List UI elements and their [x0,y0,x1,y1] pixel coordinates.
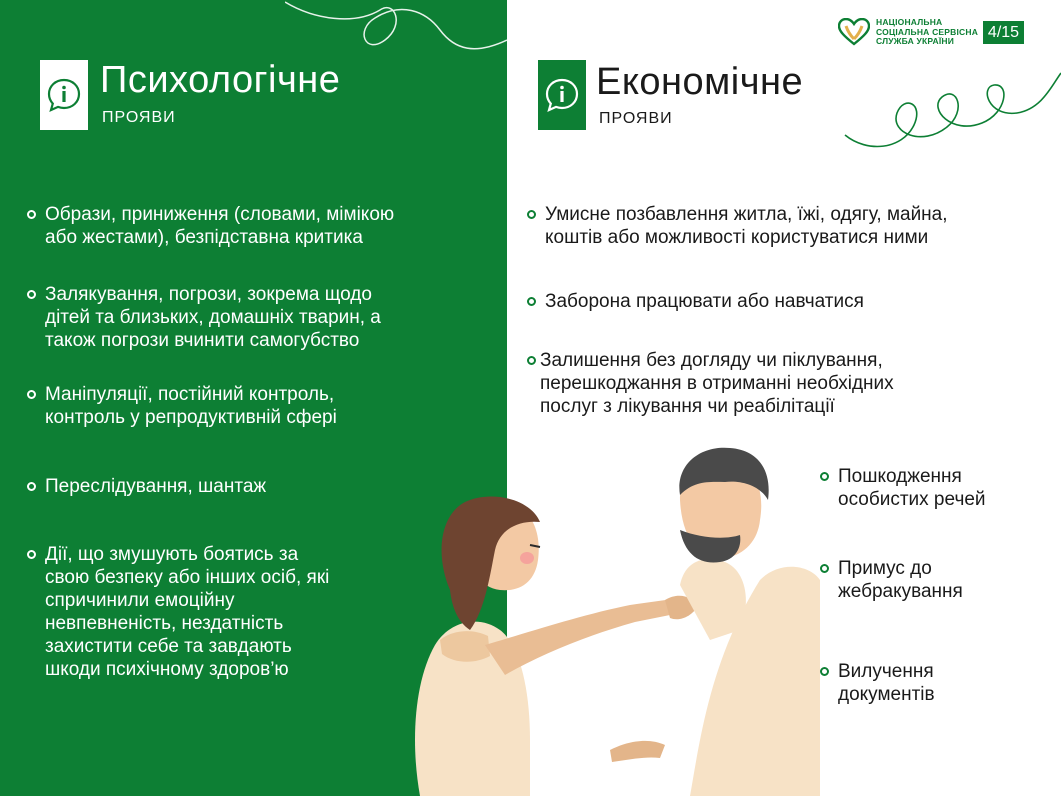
list-item [820,557,963,603]
list-item-line: Образи, приниження (словами, мімікою [45,204,395,225]
economic-title: Економічне [596,61,804,103]
list-item-line: Залякування, погрози, зокрема щодо [45,284,372,305]
logo-text-line: НАЦІОНАЛЬНА [876,17,943,27]
list-item-line: невпевненість, нездатність [45,613,284,634]
list-item [27,383,337,429]
man-figure [610,448,820,796]
circle-bullet-icon [820,472,829,481]
list-item-line: захистити себе та завдають [45,636,292,657]
list-item-line: контроль у репродуктивній сфері [45,407,337,428]
economic-subtitle: ПРОЯВИ [599,110,673,127]
list-item-line: жебракування [838,581,963,602]
list-item-line: шкоди психічному здоров’ю [45,659,289,680]
list-item [527,203,948,249]
swirl-decoration [842,65,1061,155]
list-item-line: Переслідування, шантаж [45,476,267,497]
list-item-line: або жестами), безпідставна критика [45,227,363,248]
page-number-badge: 4/15 [983,21,1024,44]
list-item [527,290,864,313]
logo-text-line: СОЦІАЛЬНА СЕРВІСНА [876,26,979,37]
list-item [27,283,381,352]
info-bubble-icon [45,76,83,114]
list-item [820,465,986,511]
circle-bullet-icon [527,210,536,219]
logo-text [876,18,978,47]
nssu-logo [838,18,978,47]
info-bubble-icon [543,76,581,114]
list-item-line: Умисне позбавлення житла, їжі, одягу, майна, [545,204,948,225]
list-item-line: Дії, що змушують боятись за [45,544,299,565]
list-item-line: коштів або можливості користуватися ними [545,227,929,248]
circle-bullet-icon [820,667,829,676]
circle-bullet-icon [27,550,36,559]
list-item-line: перешкоджання в отриманні необхідних [540,373,894,394]
circle-bullet-icon [27,210,36,219]
circle-bullet-icon [27,290,36,299]
list-item-line: Маніпуляції, постійний контроль, [45,384,335,405]
circle-bullet-icon [527,297,536,306]
list-item-line: Вилучення [838,661,934,682]
list-item-line: свою безпеку або інших осіб, які [45,567,330,588]
circle-bullet-icon [527,356,536,365]
heart-logo-icon [838,18,870,46]
list-item-line: документів [838,684,935,705]
illustration-couple [380,440,820,796]
list-item-line: спричинили емоційну [45,590,235,611]
list-item-line: особистих речей [838,489,986,510]
list-item-line: також погрози вчинити самогубство [45,330,360,351]
circle-bullet-icon [820,564,829,573]
list-item [27,203,394,249]
list-item-line: Залишення без догляду чи піклування, [540,350,883,371]
list-item [820,660,935,706]
swirl-decoration [285,0,507,60]
list-item-line: послуг з лікування чи реабілітації [540,396,835,417]
list-item [27,475,266,498]
psychological-title: Психологічне [100,59,341,101]
logo-text-line: СЛУЖБА УКРАЇНИ [876,36,955,46]
psychological-icon-box [40,60,88,130]
list-item-line: Примус до [838,558,932,579]
circle-bullet-icon [27,390,36,399]
list-item-line: дітей та близьких, домашніх тварин, а [45,307,381,328]
list-item-line: Заборона працювати або навчатися [545,291,864,312]
economic-icon-box [538,60,586,130]
psychological-subtitle: ПРОЯВИ [102,109,176,126]
list-item [27,543,329,681]
list-item-line: Пошкодження [838,466,962,487]
circle-bullet-icon [27,482,36,491]
list-item [527,349,894,418]
